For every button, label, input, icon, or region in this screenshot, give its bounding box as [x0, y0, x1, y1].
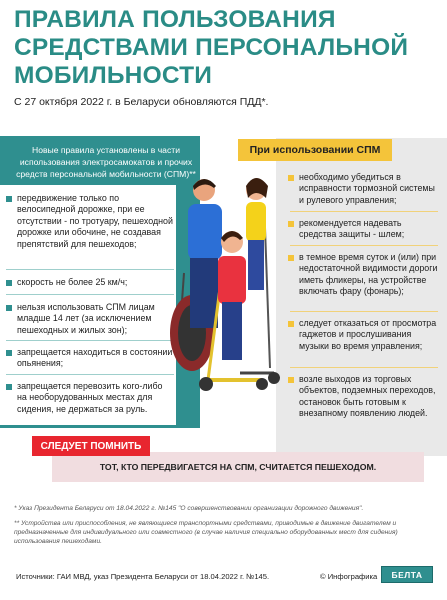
scooter-wheel [268, 372, 280, 384]
rule-item: передвижение только по велосипедной дорожке, при ее отсутствии - по тротуару, пешеходной дорожке или обочине, не создавая препятствий для пешеходов; [6, 193, 174, 250]
rule-item: запрещается перевозить кого-либо на необорудованных местах для сидения, не держаться за руль. [6, 381, 174, 415]
divider [290, 211, 438, 212]
child-jeans [222, 302, 242, 360]
divider [6, 294, 174, 295]
child-shirt [218, 256, 246, 304]
usage-item: возле выходов из торговых объектов, подземных переходов, остановок быть готовым к внезапному появлению людей. [288, 374, 438, 420]
footnote-2: ** Устройства или приспособления, не являющиеся транспортными средствами, приводимые в движение двигателем и предназначенные для индивидуального или совместного (в случае наличия специально оборудованных мест для сидения) использования пешеходами. [14, 520, 398, 545]
girl-shirt [246, 202, 266, 242]
people-on-scooters-illustration [170, 168, 290, 398]
sources: Источники: ГАИ МВД, указ Президента Беларуси от 18.04.2022 г. №145. [16, 572, 270, 581]
scooter-stem [265, 228, 270, 368]
square-bullet-icon [6, 350, 12, 356]
scooter-wheel [199, 377, 213, 391]
man-jeans [190, 258, 218, 328]
divider [290, 367, 438, 368]
square-bullet-icon [6, 305, 12, 311]
title-line-3: МОБИЛЬНОСТИ [14, 62, 213, 89]
divider [6, 340, 174, 341]
scooter-wheel [256, 378, 268, 390]
usage-item: необходимо убедиться в исправности тормозной системы и рулевого управления; [288, 172, 438, 206]
remember-banner: ТОТ, КТО ПЕРЕДВИГАЕТСЯ НА СПМ, СЧИТАЕТСЯ ПЕШЕХОДОМ. [52, 452, 424, 482]
rules-list [0, 185, 176, 425]
rules-intro: Новые правила установлены в части использования электросамокатов и прочих средств персональной мобильности (СПМ)** [16, 145, 196, 179]
divider [290, 245, 438, 246]
square-bullet-icon [6, 384, 12, 390]
page-title [14, 6, 439, 90]
usage-item: в темное время суток и (или) при недостаточной видимости дороги иметь фликеры, на устройстве включать фару (фонарь); [288, 252, 438, 298]
square-bullet-icon [6, 196, 12, 202]
subtitle: С 27 октября 2022 г. в Беларуси обновляются ПДД*. [14, 96, 269, 108]
man-shirt [188, 204, 222, 260]
belta-logo: БЕЛТА [381, 566, 433, 583]
footnote-1: * Указ Президента Беларуси от 18.04.2022 г. №145 "О совершенствовании организации дорожного движения". [14, 505, 364, 512]
rule-item: нельзя использовать СПМ лицам младше 14 лет (за исключением пешеходных и жилых зон); [6, 302, 174, 336]
rule-item: скорость не более 25 км/ч; [6, 277, 174, 288]
title-line-1: ПРАВИЛА ПОЛЬЗОВАНИЯ [14, 6, 336, 33]
usage-item: следует отказаться от просмотра гаджетов и прослушивания музыки во время управления; [288, 318, 438, 352]
divider [6, 374, 174, 375]
divider [6, 269, 174, 270]
square-bullet-icon [6, 280, 12, 286]
usage-header: При использовании СПМ [238, 139, 392, 161]
remember-tag: СЛЕДУЕТ ПОМНИТЬ [32, 436, 150, 456]
divider [290, 311, 438, 312]
title-line-2: СРЕДСТВАМИ ПЕРСОНАЛЬНОЙ [14, 34, 409, 61]
credit: © Инфографика [320, 572, 378, 581]
usage-item: рекомендуется надевать средства защиты - шлем; [288, 218, 438, 241]
girl-jeans [248, 240, 264, 290]
rule-item: запрещается находиться в состоянии опьянения; [6, 347, 174, 370]
